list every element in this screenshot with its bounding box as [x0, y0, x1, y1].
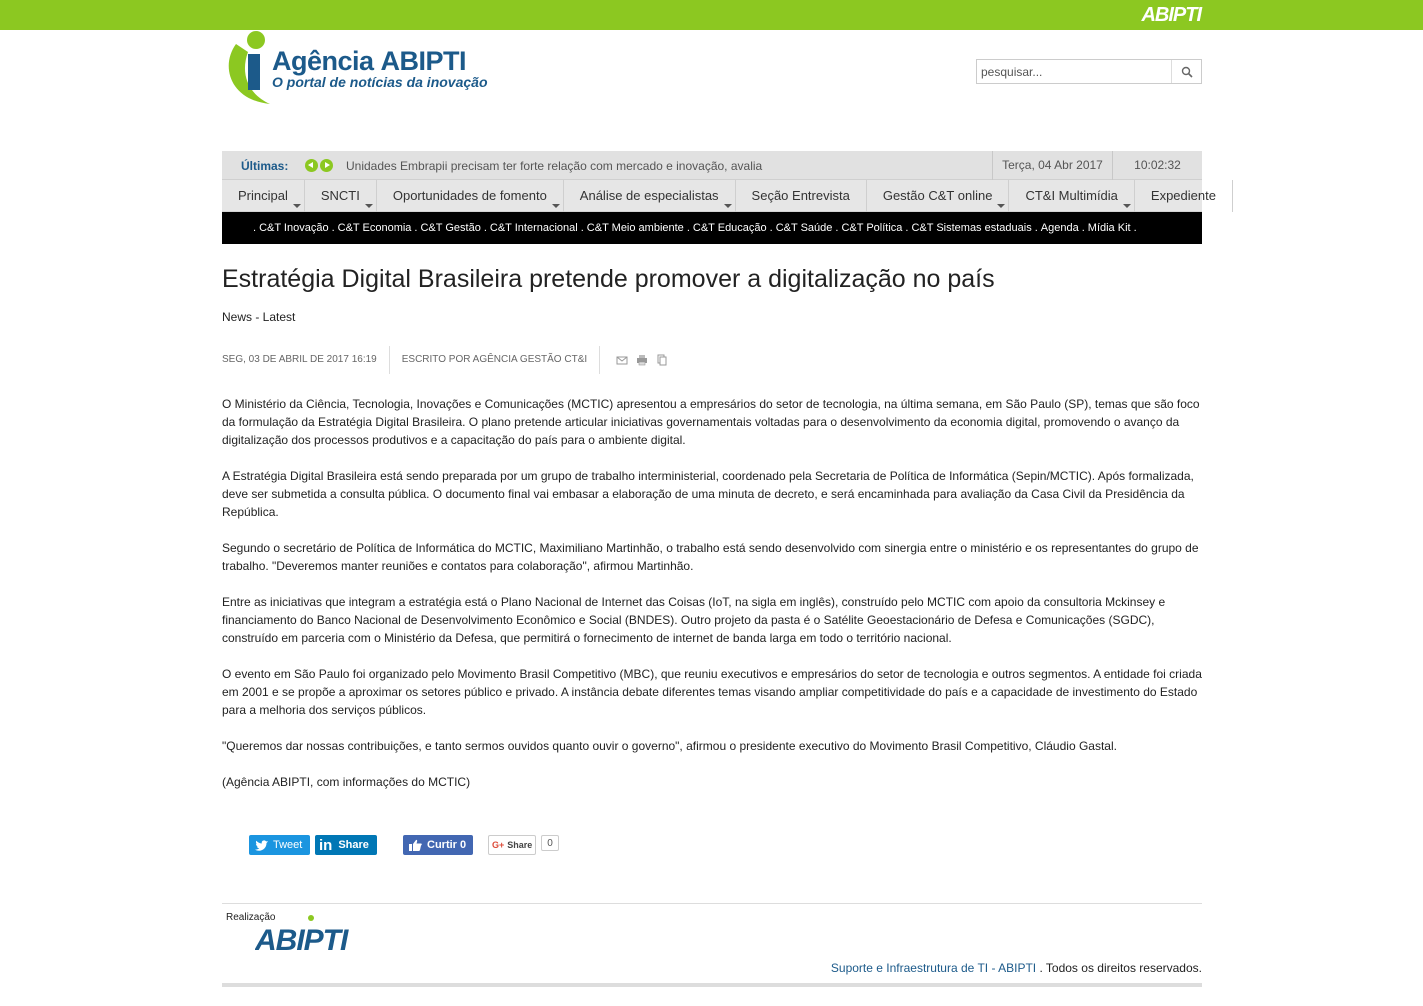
article-paragraph: Segundo o secretário de Política de Informática do MCTIC, Maximiliano Martinhão, o trabalho está sendo desenvolvido com sinergia entre o ministério e os representantes do grupo de trabalho. "Deveremos manter reuniões e contatos para colaboração", afirmou Martinhão.	[222, 541, 1199, 573]
article-tools	[600, 354, 668, 366]
chevron-down-icon	[997, 204, 1005, 208]
footer-rights: . Todos os direitos reservados.	[1036, 961, 1202, 975]
agencia-abipti-logo[interactable]	[226, 30, 516, 108]
linkedin-label: Share	[338, 839, 369, 851]
linkedin-icon: in	[319, 836, 333, 854]
menu-label: Oportunidades de fomento	[392, 188, 547, 203]
facebook-like-button[interactable]	[403, 835, 473, 855]
svg-text:ABIPTI: ABIPTI	[255, 924, 348, 956]
gplus-count: 0	[541, 835, 559, 851]
ticker-prev-icon[interactable]	[305, 159, 318, 172]
tweet-label: Tweet	[273, 839, 303, 851]
ticker-time: 10:02:32	[1112, 151, 1202, 180]
print-icon[interactable]	[636, 354, 648, 366]
chevron-down-icon	[1123, 204, 1131, 208]
submenu-item[interactable]: C&T Educação	[692, 222, 767, 234]
chevron-down-icon	[365, 204, 373, 208]
submenu-item[interactable]: Agenda	[1040, 222, 1079, 234]
submenu-item[interactable]: C&T Inovação	[259, 222, 329, 234]
article-category[interactable]: News - Latest	[222, 310, 296, 324]
article-paragraph: (Agência ABIPTI, com informações do MCTIC)	[222, 775, 471, 789]
article-paragraph: A Estratégia Digital Brasileira está sendo preparada por um grupo de trabalho interministerial, coordenado pela Secretaria de Política de Informática (Sepin/MCTIC). Após formalizada, deve ser submetida a consulta pública. O documento final vai embasar a elaboração de uma minuta de decreto, e será encaminhada para avaliação da Casa Civil da Presidência da República.	[222, 469, 1194, 519]
submenu-item[interactable]: C&T Saúde	[775, 222, 833, 234]
ticker-label: Últimas:	[241, 159, 289, 173]
logo-tagline: O portal de notícias da inovação	[272, 74, 488, 90]
search-box	[976, 59, 1202, 84]
article-author: ESCRITO POR AGÊNCIA GESTÃO CT&I	[390, 346, 600, 374]
abipti-logo-icon	[255, 912, 360, 956]
sub-menu: . C&T Inovação . C&T Economia . C&T Gestão . C&T Internacional . C&T Meio ambiente . C&T Educação . C&T Saúde . C&T Política . C&T Sistemas estaduais . Agenda . Mídia Kit .	[222, 212, 1202, 244]
ticker-arrows	[305, 159, 333, 172]
ticker-next-icon[interactable]	[320, 159, 333, 172]
twitter-icon	[255, 839, 269, 851]
tweet-button[interactable]	[249, 835, 310, 855]
submenu-item[interactable]: C&T Gestão	[420, 222, 481, 234]
email-icon[interactable]	[616, 354, 628, 366]
menu-item-entrevista[interactable]	[736, 180, 867, 212]
menu-label: CT&I Multimídia	[1025, 188, 1118, 203]
article-paragraph: O Ministério da Ciência, Tecnologia, Inovações e Comunicações (MCTIC) apresentou a empresários do setor de tecnologia, na última semana, em São Paulo (SP), temas que são foco da formulação da Estratégia Digital Brasileira. O plano pretende articular iniciativas governamentais voltadas para o desenvolvimento da economia digital, promovendo o avanço da digitalização dos processos produtivos e a capacitação do país para o ambiente digital.	[222, 397, 1200, 447]
logo-title-a: Agência	[272, 46, 381, 76]
logo-title-b: ABIPTI	[380, 46, 467, 76]
facebook-label: Curtir 0	[427, 839, 467, 851]
top-green-bar	[0, 0, 1423, 30]
menu-label: Principal	[238, 188, 288, 203]
gplus-icon: G+	[492, 840, 505, 850]
footer-realizacao-label: Realização	[226, 912, 276, 923]
submenu-item[interactable]: C&T Política	[841, 222, 903, 234]
chevron-down-icon	[552, 204, 560, 208]
submenu-item[interactable]: C&T Internacional	[489, 222, 578, 234]
submenu-item[interactable]: C&T Meio ambiente	[586, 222, 684, 234]
gplus-share-button[interactable]	[488, 835, 536, 855]
menu-item-oportunidades[interactable]	[377, 180, 564, 212]
menu-item-analise[interactable]	[564, 180, 736, 212]
footer-divider	[222, 903, 1202, 904]
article-paragraph: Entre as iniciativas que integram a estratégia está o Plano Nacional de Internet das Coisas (IoT, na sigla em inglês), construído pelo MCTIC com apoio da consultoria Mckinsey e financiamento do Banco Nacional de Desenvolvimento Econômico e Social (BNDES). Outro projeto da pasta é o Satélite Geoestacionário de Defesa e Comunicações (SGDC), construído em parceria com o Ministério da Defesa, que permitirá o fornecimento de internet de banda larga em todo o território nacional.	[222, 595, 1166, 645]
chevron-down-icon	[293, 204, 301, 208]
article-meta	[222, 346, 668, 374]
chevron-down-icon	[724, 204, 732, 208]
gplus-label: Share	[507, 840, 533, 850]
submenu-item[interactable]: C&T Sistemas estaduais	[911, 222, 1032, 234]
article-body	[222, 395, 1202, 809]
footer-support-link[interactable]: Suporte e Infraestrutura de TI - ABIPTI	[830, 961, 1037, 975]
main-menu	[222, 180, 1216, 212]
submenu-item[interactable]: Mídia Kit	[1087, 222, 1131, 234]
ticker-date: Terça, 04 Abr 2017	[992, 151, 1112, 180]
article-title: Estratégia Digital Brasileira pretende promover a digitalização no país	[222, 265, 995, 293]
menu-label: Gestão C&T online	[882, 188, 993, 203]
menu-label: Análise de especialistas	[579, 188, 719, 203]
menu-item-gestao[interactable]	[867, 180, 1010, 212]
thumbs-up-icon	[409, 839, 422, 851]
menu-label: Seção Entrevista	[751, 188, 850, 203]
footer-copyright	[831, 961, 1202, 975]
ticker-headline[interactable]: Unidades Embrapii precisam ter forte relação com mercado e inovação, avalia	[346, 159, 763, 173]
pdf-icon[interactable]	[656, 354, 668, 366]
search-input[interactable]	[977, 60, 1173, 83]
logo-title	[272, 46, 466, 77]
news-ticker	[222, 151, 1202, 180]
article-date: SEG, 03 DE ABRIL DE 2017 16:19	[222, 346, 390, 374]
menu-item-expediente[interactable]	[1135, 180, 1233, 212]
menu-item-sncti[interactable]	[305, 180, 377, 212]
footer-bottom-bar	[222, 983, 1202, 987]
top-abipti-logo[interactable]: ABIPTI	[1141, 4, 1201, 26]
search-button[interactable]	[1171, 60, 1201, 83]
menu-label: Expediente	[1150, 188, 1216, 203]
linkedin-share-button[interactable]	[315, 835, 377, 855]
article-paragraph: "Queremos dar nossas contribuições, e tanto sermos ouvidos quanto ouvir o governo", afirmou o presidente executivo do Movimento Brasil Competitivo, Cláudio Gastal.	[222, 739, 1117, 753]
footer-abipti-logo[interactable]	[255, 912, 360, 956]
menu-item-principal[interactable]	[222, 180, 305, 212]
submenu-item[interactable]: C&T Economia	[337, 222, 412, 234]
article-paragraph: O evento em São Paulo foi organizado pelo Movimento Brasil Competitivo (MBC), que reuniu executivos e empresários do setor de tecnologia e outros segmentos. A entidade foi criada em 2001 e se propõe a aproximar os setores público e privado. A instância debate diferentes temas visando ampliar competitividade do país e a capacidade de investimento do Estado para a melhoria dos serviços públicos.	[222, 667, 1202, 717]
menu-item-multimidia[interactable]	[1009, 180, 1134, 212]
search-icon	[1181, 66, 1193, 78]
menu-label: SNCTI	[320, 188, 360, 203]
